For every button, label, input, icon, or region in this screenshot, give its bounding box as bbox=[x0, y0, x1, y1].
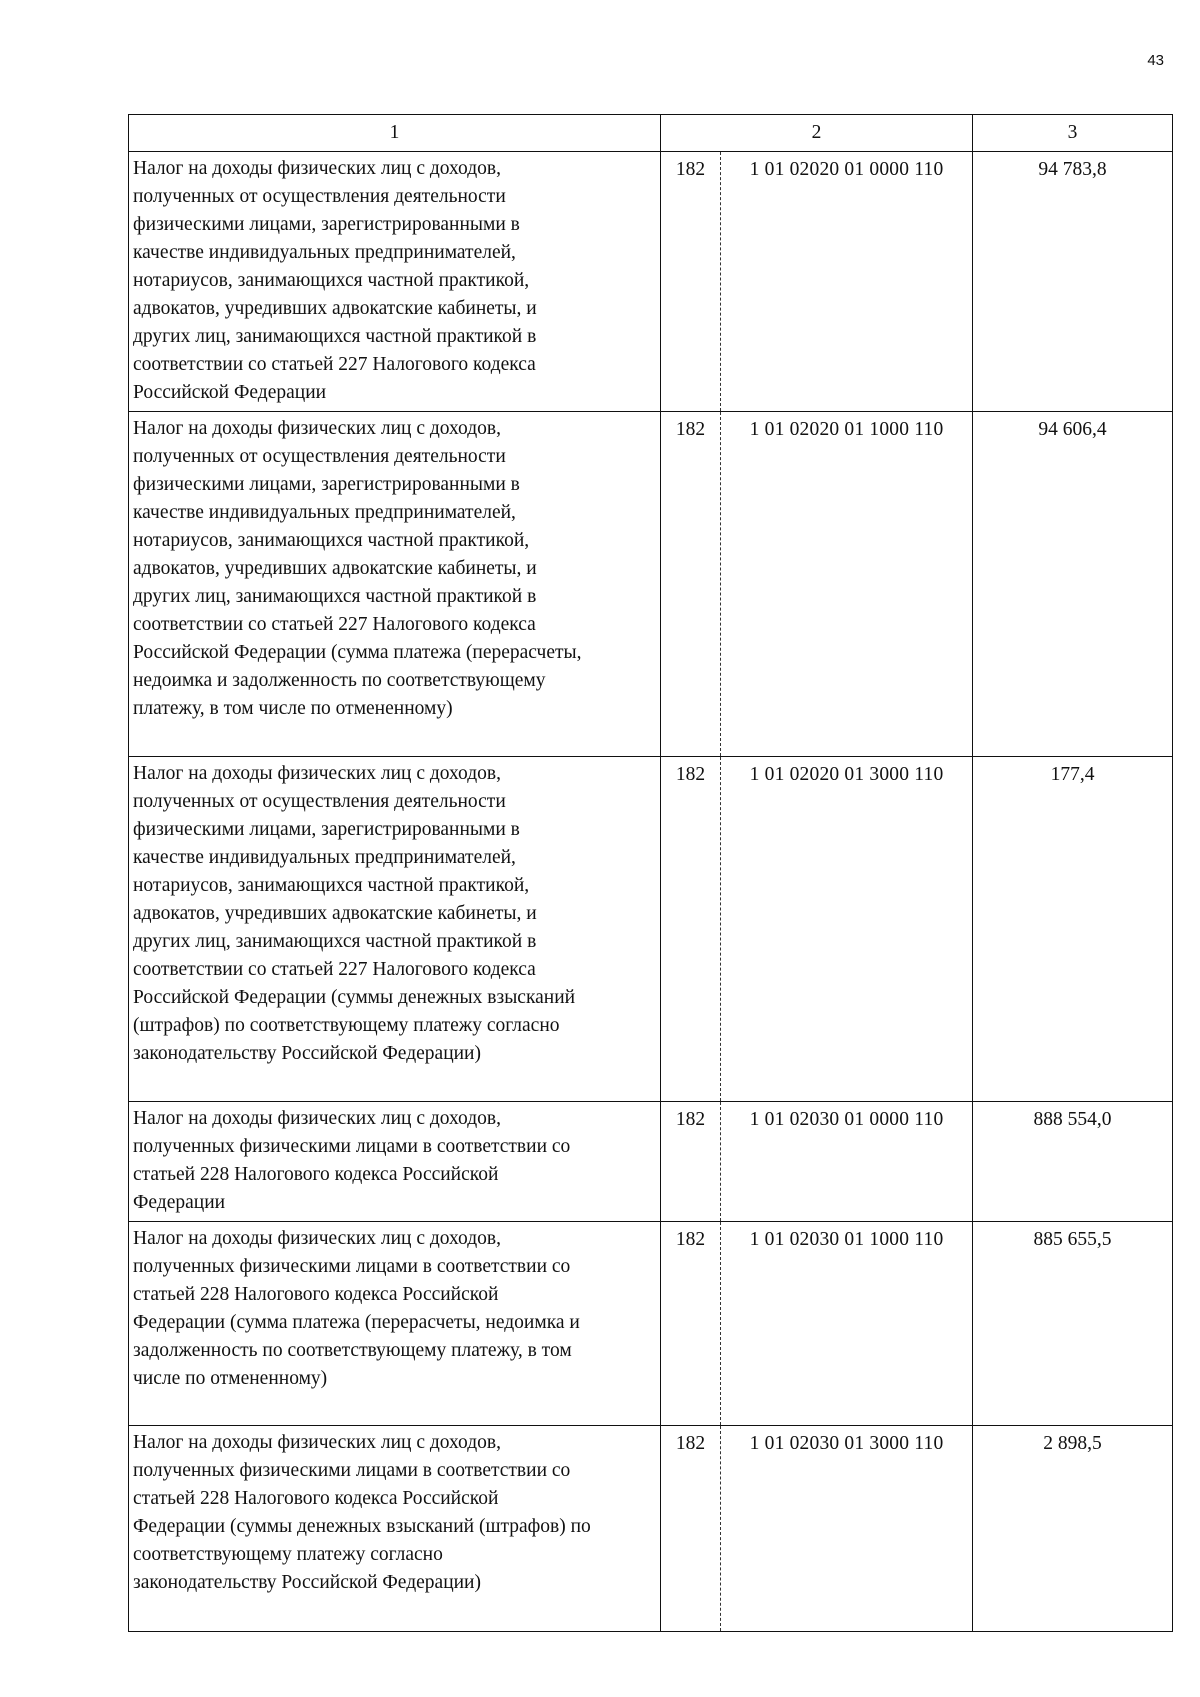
table-row bbox=[129, 1222, 1173, 1426]
revenue-table bbox=[128, 114, 1173, 1632]
row-description: Налог на доходы физических лиц с доходов, полученных физическими лицами в соответствии со статьей 228 Налогового кодекса Российской Федерации (сумма платежа (перерасчеты, недоимка и задолженность по соответствующему платежу, в том числе по отмененному) bbox=[129, 1222, 661, 1426]
header-col-2: 2 bbox=[661, 115, 973, 152]
row-amount: 94 606,4 bbox=[973, 412, 1173, 757]
table-row bbox=[129, 1102, 1173, 1222]
row-admin-code: 182 bbox=[661, 757, 721, 1102]
row-budget-code: 1 01 02030 01 0000 110 bbox=[721, 1102, 973, 1222]
page-number: 43 bbox=[1147, 52, 1164, 69]
row-description: Налог на доходы физических лиц с доходов, полученных физическими лицами в соответствии со статьей 228 Налогового кодекса Российской Федерации bbox=[129, 1102, 661, 1222]
table-row bbox=[129, 152, 1173, 412]
row-admin-code: 182 bbox=[661, 1102, 721, 1222]
row-budget-code: 1 01 02020 01 0000 110 bbox=[721, 152, 973, 412]
row-budget-code: 1 01 02030 01 3000 110 bbox=[721, 1426, 973, 1632]
row-amount: 94 783,8 bbox=[973, 152, 1173, 412]
header-col-1: 1 bbox=[129, 115, 661, 152]
row-admin-code: 182 bbox=[661, 412, 721, 757]
row-description: Налог на доходы физических лиц с доходов, полученных от осуществления деятельности физическими лицами, зарегистрированными в качестве индивидуальных предпринимателей, нотариусов, занимающихся частной практикой, адвокатов, учредивших адвокатские кабинеты, и других лиц, занимающихся частной практикой в соответствии со статьей 227 Налогового кодекса Российской Федерации (сумма платежа (перерасчеты, недоимка и задолженность по соответствующему платежу, в том числе по отмененному) bbox=[129, 412, 661, 757]
row-admin-code: 182 bbox=[661, 152, 721, 412]
row-admin-code: 182 bbox=[661, 1222, 721, 1426]
row-amount: 177,4 bbox=[973, 757, 1173, 1102]
row-budget-code: 1 01 02020 01 3000 110 bbox=[721, 757, 973, 1102]
row-budget-code: 1 01 02030 01 1000 110 bbox=[721, 1222, 973, 1426]
table-row bbox=[129, 757, 1173, 1102]
row-amount: 888 554,0 bbox=[973, 1102, 1173, 1222]
row-amount: 885 655,5 bbox=[973, 1222, 1173, 1426]
row-description: Налог на доходы физических лиц с доходов, полученных физическими лицами в соответствии со статьей 228 Налогового кодекса Российской Федерации (суммы денежных взысканий (штрафов) по соответствующему платежу согласно законодательству Российской Федерации) bbox=[129, 1426, 661, 1632]
header-col-3: 3 bbox=[973, 115, 1173, 152]
row-admin-code: 182 bbox=[661, 1426, 721, 1632]
table-header-row bbox=[129, 115, 1173, 152]
table-row bbox=[129, 412, 1173, 757]
row-description: Налог на доходы физических лиц с доходов, полученных от осуществления деятельности физическими лицами, зарегистрированными в качестве индивидуальных предпринимателей, нотариусов, занимающихся частной практикой, адвокатов, учредивших адвокатские кабинеты, и других лиц, занимающихся частной практикой в соответствии со статьей 227 Налогового кодекса Российской Федерации (суммы денежных взысканий (штрафов) по соответствующему платежу согласно законодательству Российской Федерации) bbox=[129, 757, 661, 1102]
row-description: Налог на доходы физических лиц с доходов, полученных от осуществления деятельности физическими лицами, зарегистрированными в качестве индивидуальных предпринимателей, нотариусов, занимающихся частной практикой, адвокатов, учредивших адвокатские кабинеты, и других лиц, занимающихся частной практикой в соответствии со статьей 227 Налогового кодекса Российской Федерации bbox=[129, 152, 661, 412]
table-row bbox=[129, 1426, 1173, 1632]
row-amount: 2 898,5 bbox=[973, 1426, 1173, 1632]
row-budget-code: 1 01 02020 01 1000 110 bbox=[721, 412, 973, 757]
